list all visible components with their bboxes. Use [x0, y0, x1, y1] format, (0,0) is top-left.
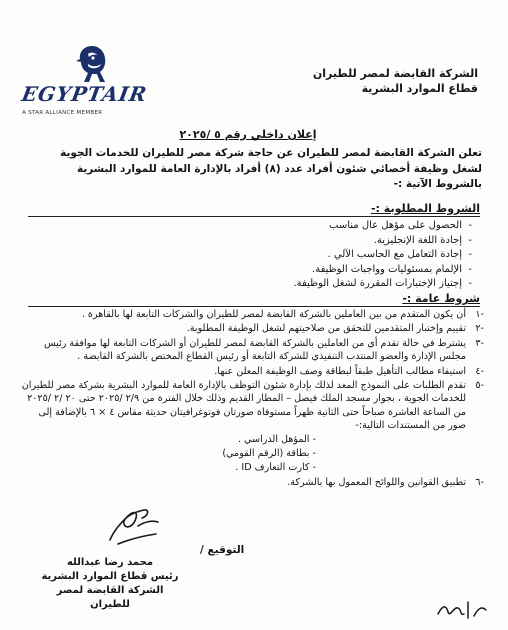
- item-number: -٣: [475, 337, 484, 349]
- list-item: - إجادة اللغة الإنجليزية.: [212, 234, 472, 249]
- item-text: تطبيق القوانين واللوائح المعمول بها بالشركة.: [287, 476, 466, 488]
- list-item: - الحصول على مؤهل عال مناسب: [212, 219, 472, 234]
- item-text: تقييم وإختبار المتقدمين للتحقق من صلاحيتهم لشغل الوظيفة المطلوبة.: [186, 323, 466, 335]
- signature-block: [40, 556, 180, 612]
- item-number: -٥: [475, 380, 484, 392]
- requirements-title: الشروط المطلوبة :-: [370, 202, 480, 215]
- item-text: استيفاء مطالب التأهيل طبقاً لبطاقة وصف الوظيفة المعلن عنها.: [214, 365, 466, 377]
- signatory-name: محمد رضا عبدالله: [66, 557, 154, 568]
- item-number: -٤: [475, 365, 484, 377]
- item-number: -٦: [475, 476, 484, 488]
- list-item: [18, 365, 484, 378]
- egyptair-logo: [18, 42, 148, 122]
- logo-wordmark: EGYPTAIR: [19, 82, 150, 106]
- horus-icon: [18, 42, 148, 86]
- signatory-company: الشركة القابضة لمصر للطيران: [56, 585, 164, 610]
- general-conditions-title: شروط عامة :-: [402, 292, 480, 305]
- list-item: - إجادة التعامل مع الحاسب الآلي .: [212, 248, 472, 263]
- list-item: - الإلمام بمسئوليات وواجبات الوظيفة.: [212, 263, 472, 278]
- list-item: - كارت التعارف ID .: [235, 462, 316, 474]
- item-text: يشترط في حالة تقدم أي من العاملين بالشركة القابضة لمصر للطيران أو الشركات التابعة لها موافقة رئيس مجلس الإدارة والعضو المنتدب التنفيذي للشركة التابعة أو رئيس القطاع المختص بالشركة القابضة .: [43, 337, 466, 363]
- signatory-title: رئيس قطاع الموارد البشرية: [41, 571, 179, 582]
- logo-tagline: A STAR ALLIANCE MEMBER: [22, 110, 103, 116]
- item-number: -١: [475, 309, 484, 320]
- item-text: أن يكون المتقدم من بين العاملين بالشركة القابضة لمصر للطيران والشركات التابعة لها بالقاهرة .: [81, 309, 466, 320]
- list-item: - المؤهل الدراسي .: [237, 433, 316, 445]
- requirements-list: [212, 219, 472, 292]
- list-item: - إجتياز الإختبارات المقررة لشغل الوظيفة.: [212, 277, 472, 292]
- list-item: [18, 322, 484, 335]
- announcement-reference: إعلان داخلي رقم ٥ /٢٠٢٥: [179, 128, 317, 141]
- list-item: - بطاقة (الرقم القومي): [222, 448, 316, 460]
- requirements-rule: [28, 216, 480, 217]
- margin-initials: [434, 596, 490, 622]
- general-conditions-rule: [28, 306, 480, 307]
- announcement-intro: تعلن الشركة القابضة لمصر للطيران عن حاجة شركة مصر للطيران للخدمات الجوية لشغل وظيفة أخصائي شئون أفراد عدد (٨) أفراد بالإدارة العامة للموارد البشرية بالشروط الآتية :-: [60, 147, 482, 190]
- org-header: [288, 66, 478, 96]
- list-item: [18, 308, 484, 321]
- documents-list: [18, 433, 466, 475]
- list-item: [18, 379, 484, 475]
- item-number: -٢: [475, 323, 484, 335]
- general-conditions-list: [18, 308, 484, 490]
- signature-label: التوقيع /: [200, 544, 245, 556]
- sector-name: قطاع الموارد البشرية: [361, 82, 478, 95]
- company-name: الشركة القابضة لمصر للطيران: [312, 67, 478, 80]
- list-item: [18, 337, 484, 364]
- list-item: [18, 476, 484, 489]
- item-text: تقدم الطلبات على النموذج المعد لذلك بإدارة شئون التوظف بالإدارة العامة للموارد البشرية بشركة مصر للطيران للخدمات الجوية ، بجوار مسجد الملك فيصل – المطار القديم وذلك خلال الفترة من ٢/٩ /٢٠٢٥ حتى ٢٠ /٢ /٢٠٢٥ من الساعة العاشرة صباحاً حتى الثانية ظهراً مستوفاة صورتان فوتوغرافيتان حديثة مقاس ٤ × ٦ بالإضافة إلى صور من المستندات التالية:-: [21, 380, 466, 432]
- handwritten-signature: [98, 500, 168, 552]
